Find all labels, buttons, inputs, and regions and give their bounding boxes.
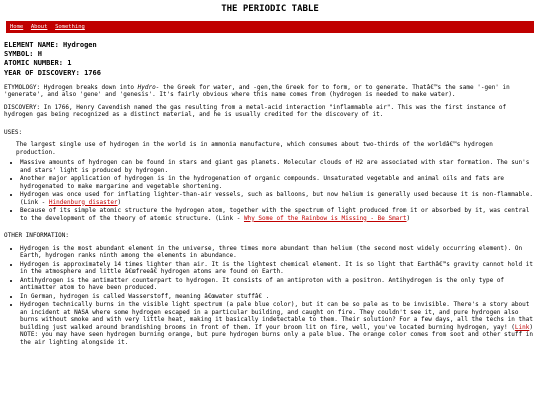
uses-list: [4, 159, 536, 222]
rainbow-video-link[interactable]: Why Some of the Rainbow is Missing - Be Smart: [243, 214, 407, 222]
list-item: • Hydrogen was once used for inflating lighter-than-air vessels, such as balloons, but now helium is generally used because it is non-flammable. (Link - Hindenburg disaster): [20, 191, 536, 206]
fact-atomic-number: ATOMIC NUMBER: 1: [4, 59, 72, 68]
element-facts: [4, 41, 536, 77]
hindenburg-link[interactable]: Hindenburg disaster: [48, 198, 118, 206]
uses-heading: USES:: [4, 128, 23, 136]
fact-symbol: SYMBOL: H: [4, 50, 42, 59]
list-item: • Massive amounts of hydrogen can be found in stars and giant gas planets. Molecular clouds of H2 are associated with star formation. The sun's and stars' light is produced by hydrogen.: [20, 159, 536, 174]
other-info-list: [4, 245, 536, 347]
list-item: • Hydrogen technically burns in the visible light spectrum (a pale blue color), but it can be so pale as to be invisible. There's a story about an incident at NASA where some hydrogen escaped in a particular building, and caught on fire. They couldn't see it, and pure hydrogen also burns without smoke and with very little heat, making it basically indetectable to them. Their solution? For a few days, all the techs in that building just walked around brandishing brooms in front of them. If your broom lit on fire, well, you've located burning hydrogen, yay! (Link) NOTE: you may have seen hydrogen burning orange, but pure hydrogen burns only a pale blue. The orange color comes from soot and other stuff in the air lighting alongside it.: [20, 301, 536, 346]
note-text: NOTE: you may have seen hydrogen burning orange, but pure hydrogen burns only a pale blue. The orange color comes from soot and other stuff in the air lighting alongside it.: [20, 331, 533, 346]
element-symbol: H: [37, 50, 42, 59]
discovery-paragraph: DISCOVERY: In 1766, Henry Cavendish named the gas resulting from a metal-acid interaction "inflammable air". This was the first instance of hydrogen gas being recognized as a distinct material, and he is usually credited for the discovery of it.: [4, 103, 507, 119]
list-item: • Hydrogen is approximately 14 times lighter than air. It is the lightest chemical element. It is so light that Earthâ€™s gravity cannot hold it in the atmosphere and little â€œfreeâ€ hydrogen atoms are found on Earth.: [20, 261, 536, 276]
discovery-year: 1766: [84, 68, 101, 77]
nasa-story-link[interactable]: Link: [514, 323, 530, 331]
page-title: THE PERIODIC TABLE: [221, 4, 319, 14]
list-item: • Because of its simple atomic structure the hydrogen atom, together with the spectrum of light produced from it or absorbed by it, was central to the development of the theory of atomic structure. (Link - Why Some of the Rainbow is Missing - Be Smart): [20, 207, 536, 222]
element-name: Hydrogen: [63, 41, 97, 50]
nav-link-about[interactable]: About: [30, 24, 48, 31]
nav-bar: [6, 21, 534, 33]
uses-lead: The largest single use of hydrogen in the world is in ammonia manufacture, which consumes about two-thirds of the worldâ€™s hydrogen production.: [16, 141, 493, 156]
nav-link-home[interactable]: Home: [10, 24, 24, 31]
etymology-paragraph: ETYMOLOGY: Hydrogen breaks down into Hydro- the Greek for water, and -gen,the Greek for to form, or to generate. Thatâ€™s the same '-gen' in 'generate', and also 'gene' and 'genesis'. It's fairly obvious where this name comes from (hydrogen is needed to make water).: [4, 83, 510, 99]
atomic-number: 1: [67, 59, 72, 68]
list-item: • Another major application of hydrogen is in the hydrogenation of organic compounds. Unsaturated vegetable and animal oils and fats are hydrogenated to make margarine and vegetable shortening.: [20, 175, 536, 190]
list-item: • Antihydrogen is the antimatter counterpart to hydrogen. It consists of an antiproton with a positron. Antihydrogen is the only type of antimatter atom to have been produced.: [20, 277, 536, 292]
list-item: • Hydrogen is the most abundant element in the universe, three times more abundant than helium (the second most widely occurring element). On Earth, hydrogen ranks ninth among the elements in abundance.: [20, 245, 536, 260]
list-item: • In German, hydrogen is called Wasserstoff, meaning â€œwater stuffâ€ .: [20, 293, 536, 301]
fact-year: YEAR OF DISCOVERY: 1766: [4, 68, 101, 77]
other-info-heading: OTHER INFORMATION:: [4, 232, 70, 240]
fact-name: ELEMENT NAME: Hydrogen: [4, 41, 97, 50]
nav-link-something[interactable]: Something: [55, 24, 85, 31]
